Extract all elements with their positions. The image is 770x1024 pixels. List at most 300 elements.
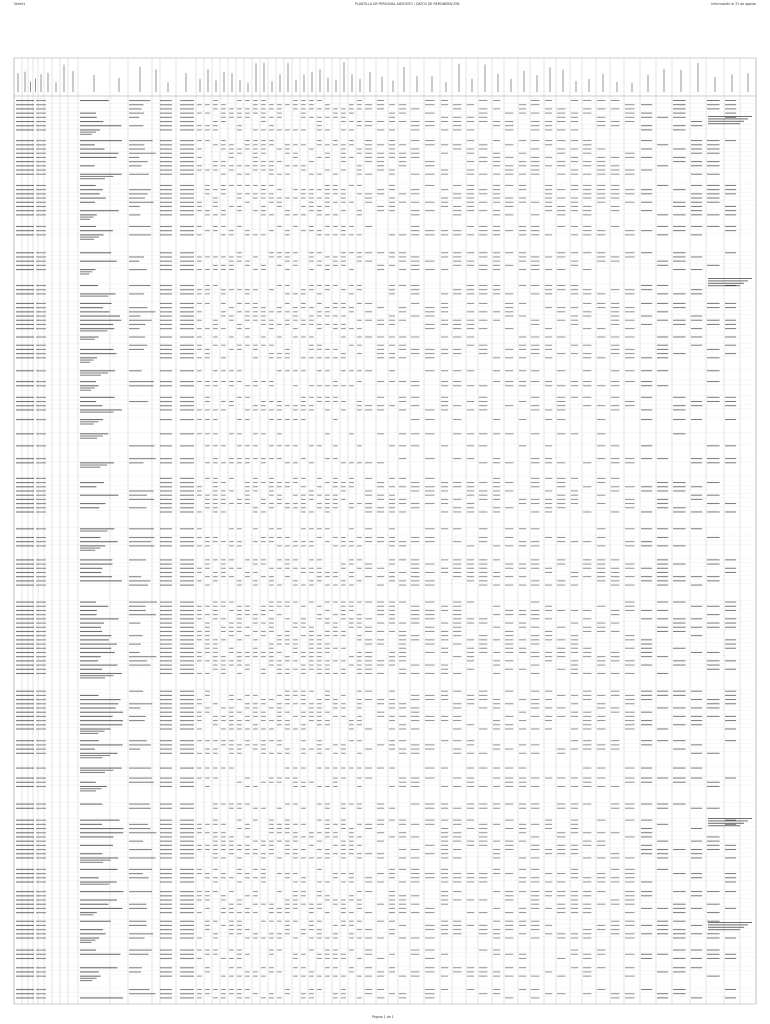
row-value xyxy=(557,541,565,542)
row-area xyxy=(129,857,155,858)
row-value xyxy=(597,877,605,878)
row-value xyxy=(285,256,290,257)
column-header-label xyxy=(56,82,57,92)
row-value xyxy=(205,740,210,741)
row-value xyxy=(237,256,242,257)
row-value xyxy=(317,486,322,487)
row-code xyxy=(160,117,172,118)
row-value xyxy=(411,193,419,194)
row-code xyxy=(160,269,172,270)
row-value xyxy=(357,121,362,122)
row-code xyxy=(180,778,194,779)
row-total xyxy=(707,495,720,496)
row-value xyxy=(253,648,258,649)
row-value xyxy=(357,108,362,109)
row-value xyxy=(389,606,395,607)
row-value xyxy=(411,749,419,750)
row-name xyxy=(80,545,105,546)
row-value xyxy=(453,606,461,607)
row-total xyxy=(641,881,652,882)
row-value xyxy=(531,857,539,858)
row-total xyxy=(707,397,720,398)
row-value xyxy=(213,320,218,321)
row-value xyxy=(309,405,314,406)
row-date xyxy=(36,210,46,211)
row-value xyxy=(205,623,210,624)
row-value xyxy=(253,405,258,406)
row-value xyxy=(213,503,218,504)
row-total xyxy=(725,193,736,194)
row-value xyxy=(505,724,513,725)
row-value xyxy=(205,849,210,850)
row-value xyxy=(625,357,635,358)
row-value xyxy=(545,778,552,779)
row-value xyxy=(505,202,513,203)
row-value xyxy=(531,113,539,114)
row-value xyxy=(197,289,202,290)
row-total xyxy=(707,445,720,446)
row-value xyxy=(467,104,474,105)
row-value xyxy=(453,849,461,850)
row-date xyxy=(36,673,46,674)
row-value xyxy=(261,161,266,162)
row-id xyxy=(16,353,34,354)
row-value xyxy=(505,568,513,569)
row-value xyxy=(411,256,419,257)
row-value xyxy=(205,503,210,504)
row-area xyxy=(129,113,144,114)
column-header-label xyxy=(603,74,604,92)
row-id xyxy=(16,545,34,546)
row-value xyxy=(349,877,354,878)
row-value xyxy=(625,635,635,636)
row-value xyxy=(285,564,290,565)
row-value xyxy=(557,210,565,211)
row-value xyxy=(597,716,605,717)
row-value xyxy=(453,614,461,615)
row-value xyxy=(317,656,322,657)
row-value xyxy=(389,345,395,346)
row-value xyxy=(583,149,591,150)
row-value xyxy=(309,445,314,446)
row-value xyxy=(205,639,210,640)
row-id xyxy=(16,652,34,653)
row-value xyxy=(333,401,338,402)
row-value xyxy=(237,289,242,290)
row-value xyxy=(213,104,218,105)
row-value xyxy=(309,316,314,317)
row-value xyxy=(197,580,202,581)
row-value xyxy=(261,610,266,611)
row-total xyxy=(641,202,652,203)
row-total xyxy=(657,545,668,546)
row-value xyxy=(325,895,330,896)
row-value xyxy=(479,912,487,913)
row-value xyxy=(389,206,395,207)
row-value xyxy=(365,528,372,529)
row-total xyxy=(691,174,702,175)
row-value xyxy=(213,660,218,661)
row-value xyxy=(357,370,362,371)
row-value xyxy=(453,381,461,382)
row-value xyxy=(583,841,591,842)
row-value xyxy=(597,778,605,779)
row-value xyxy=(493,576,500,577)
row-value xyxy=(411,285,419,286)
row-value xyxy=(453,349,461,350)
row-value xyxy=(597,665,605,666)
row-value xyxy=(229,336,234,337)
row-value xyxy=(611,486,619,487)
row-value xyxy=(531,324,539,325)
row-name xyxy=(80,316,120,317)
row-name xyxy=(80,627,101,628)
row-value xyxy=(285,303,290,304)
row-value xyxy=(357,289,362,290)
row-value xyxy=(479,564,487,565)
row-name xyxy=(80,336,99,337)
row-value xyxy=(479,234,487,235)
row-value xyxy=(597,954,605,955)
row-value xyxy=(325,108,330,109)
row-code xyxy=(180,324,194,325)
row-date xyxy=(36,568,46,569)
row-total xyxy=(725,568,736,569)
row-value xyxy=(253,716,258,717)
row-total xyxy=(691,161,702,162)
row-value xyxy=(221,877,226,878)
row-value xyxy=(237,933,242,934)
row-value xyxy=(333,261,338,262)
row-code xyxy=(160,311,172,312)
row-value xyxy=(389,665,395,666)
row-id xyxy=(16,507,34,508)
row-value xyxy=(557,409,565,410)
row-value xyxy=(365,226,372,227)
row-value xyxy=(411,336,419,337)
row-value xyxy=(237,857,242,858)
row-value xyxy=(261,381,266,382)
row-value xyxy=(221,541,226,542)
row-value xyxy=(557,129,565,130)
row-value xyxy=(531,503,539,504)
row-id xyxy=(16,699,34,700)
row-total xyxy=(725,627,736,628)
row-value xyxy=(425,845,435,846)
row-value xyxy=(519,336,526,337)
row-value xyxy=(245,495,250,496)
row-date xyxy=(36,639,46,640)
row-value xyxy=(229,716,234,717)
row-value xyxy=(545,144,552,145)
row-name xyxy=(80,862,103,863)
row-total xyxy=(657,345,668,346)
row-value xyxy=(365,967,372,968)
row-value xyxy=(317,891,322,892)
row-value xyxy=(545,820,552,821)
row-total xyxy=(641,576,652,577)
row-total xyxy=(707,303,720,304)
row-value xyxy=(441,921,448,922)
row-value xyxy=(505,303,513,304)
row-value xyxy=(317,669,322,670)
row-value xyxy=(349,912,354,913)
row-value xyxy=(229,149,234,150)
row-total xyxy=(707,144,720,145)
row-value xyxy=(453,293,461,294)
row-value xyxy=(245,445,250,446)
row-value xyxy=(285,261,290,262)
row-value xyxy=(571,808,578,809)
row-date xyxy=(36,397,46,398)
row-value xyxy=(453,353,461,354)
row-value xyxy=(467,873,474,874)
row-value xyxy=(229,381,234,382)
row-code xyxy=(160,937,172,938)
row-value xyxy=(237,541,242,542)
row-value xyxy=(213,703,218,704)
row-area xyxy=(129,576,141,577)
row-date xyxy=(36,644,46,645)
row-area xyxy=(129,707,140,708)
row-value xyxy=(237,925,242,926)
row-value xyxy=(357,699,362,700)
row-value xyxy=(237,117,242,118)
row-value xyxy=(205,921,210,922)
row-value xyxy=(571,728,578,729)
row-name xyxy=(80,113,96,114)
row-value xyxy=(285,820,290,821)
row-total xyxy=(725,958,736,959)
column-header-label xyxy=(748,73,749,92)
row-value xyxy=(197,639,202,640)
row-date xyxy=(36,100,46,101)
row-value xyxy=(357,703,362,704)
row-value xyxy=(269,610,274,611)
row-value xyxy=(611,712,619,713)
row-value xyxy=(545,269,552,270)
row-code xyxy=(160,129,172,130)
row-value xyxy=(309,226,314,227)
column-header-label xyxy=(48,73,49,92)
row-value xyxy=(325,153,330,154)
row-value xyxy=(245,720,250,721)
row-area xyxy=(129,937,144,938)
row-value xyxy=(333,445,338,446)
row-value xyxy=(333,635,338,636)
row-value xyxy=(425,140,435,141)
row-value xyxy=(425,185,435,186)
row-value xyxy=(221,226,226,227)
row-value xyxy=(625,328,635,329)
row-value xyxy=(277,433,282,434)
row-total xyxy=(725,699,736,700)
row-value xyxy=(411,157,419,158)
row-value xyxy=(389,234,395,235)
row-value xyxy=(293,602,298,603)
row-value xyxy=(253,170,258,171)
row-value xyxy=(505,129,513,130)
row-value xyxy=(377,499,384,500)
row-value xyxy=(229,967,234,968)
row-value xyxy=(365,161,372,162)
row-value xyxy=(237,627,242,628)
row-code xyxy=(180,495,194,496)
row-value xyxy=(253,381,258,382)
row-value xyxy=(493,639,500,640)
row-value xyxy=(625,699,635,700)
row-value xyxy=(389,786,395,787)
row-value xyxy=(479,585,487,586)
row-code xyxy=(160,503,172,504)
row-name xyxy=(80,324,113,325)
row-value xyxy=(479,753,487,754)
row-value xyxy=(245,149,250,150)
row-value xyxy=(245,117,250,118)
row-value xyxy=(213,495,218,496)
row-value xyxy=(365,912,372,913)
row-value xyxy=(253,623,258,624)
row-value xyxy=(357,673,362,674)
row-value xyxy=(389,285,395,286)
row-value xyxy=(269,954,274,955)
row-value xyxy=(557,507,565,508)
row-code xyxy=(180,749,194,750)
row-value xyxy=(611,869,619,870)
row-value xyxy=(519,614,526,615)
row-value xyxy=(229,933,234,934)
row-value xyxy=(245,311,250,312)
row-value xyxy=(625,108,635,109)
row-value xyxy=(571,129,578,130)
row-total xyxy=(657,234,668,235)
row-value xyxy=(571,433,578,434)
row-value xyxy=(197,618,202,619)
row-name xyxy=(80,261,117,262)
row-value xyxy=(253,185,258,186)
row-code xyxy=(160,370,172,371)
row-value xyxy=(261,193,266,194)
row-total xyxy=(707,265,720,266)
row-value xyxy=(377,841,384,842)
row-value xyxy=(399,261,406,262)
row-value xyxy=(213,121,218,122)
row-value xyxy=(557,585,565,586)
row-value xyxy=(205,285,210,286)
row-value xyxy=(531,716,539,717)
row-value xyxy=(519,503,526,504)
row-total xyxy=(673,528,686,529)
row-value xyxy=(389,707,395,708)
row-value xyxy=(309,285,314,286)
row-value xyxy=(341,541,346,542)
row-value xyxy=(277,716,282,717)
row-value xyxy=(625,499,635,500)
row-name xyxy=(80,328,114,329)
row-name xyxy=(80,349,113,350)
row-code xyxy=(160,174,172,175)
row-value xyxy=(411,349,419,350)
row-value xyxy=(349,129,354,130)
row-value xyxy=(197,873,202,874)
row-value xyxy=(411,623,419,624)
row-total xyxy=(691,316,702,317)
row-total xyxy=(725,857,736,858)
row-value xyxy=(399,445,406,446)
row-value xyxy=(221,345,226,346)
row-value xyxy=(571,100,578,101)
row-value xyxy=(357,904,362,905)
row-total xyxy=(691,269,702,270)
row-value xyxy=(453,899,461,900)
row-value xyxy=(493,285,500,286)
row-value xyxy=(479,652,487,653)
row-id xyxy=(16,895,34,896)
row-value xyxy=(377,820,384,821)
row-value xyxy=(583,559,591,560)
row-value xyxy=(301,357,306,358)
row-value xyxy=(611,345,619,346)
row-area xyxy=(129,652,140,653)
row-value xyxy=(493,214,500,215)
row-value xyxy=(317,740,322,741)
row-total xyxy=(725,108,736,109)
row-value xyxy=(453,891,461,892)
row-total xyxy=(641,252,652,253)
row-value xyxy=(221,656,226,657)
row-value xyxy=(453,740,461,741)
row-code xyxy=(180,104,194,105)
row-value xyxy=(519,269,526,270)
row-code xyxy=(160,724,172,725)
row-name xyxy=(80,677,105,678)
row-date xyxy=(36,820,46,821)
row-value xyxy=(493,419,500,420)
row-value xyxy=(325,824,330,825)
row-value xyxy=(625,370,635,371)
row-value xyxy=(411,912,419,913)
row-value xyxy=(325,958,330,959)
row-value xyxy=(531,849,539,850)
row-value xyxy=(389,445,395,446)
row-value xyxy=(505,165,513,166)
row-code xyxy=(160,618,172,619)
row-value xyxy=(557,478,565,479)
row-value xyxy=(441,904,448,905)
row-value xyxy=(293,580,298,581)
row-value xyxy=(467,699,474,700)
row-value xyxy=(519,189,526,190)
row-value xyxy=(261,165,266,166)
row-value xyxy=(213,490,218,491)
row-total xyxy=(725,100,736,101)
row-value xyxy=(425,564,435,565)
row-value xyxy=(441,445,448,446)
row-date xyxy=(36,580,46,581)
row-id xyxy=(16,503,34,504)
row-value xyxy=(531,349,539,350)
row-value xyxy=(261,345,266,346)
row-value xyxy=(333,328,338,329)
row-value xyxy=(341,316,346,317)
row-value xyxy=(531,568,539,569)
row-total xyxy=(641,656,652,657)
row-value xyxy=(441,716,448,717)
row-value xyxy=(253,165,258,166)
row-id xyxy=(16,627,34,628)
row-name xyxy=(80,904,109,905)
row-value xyxy=(269,631,274,632)
